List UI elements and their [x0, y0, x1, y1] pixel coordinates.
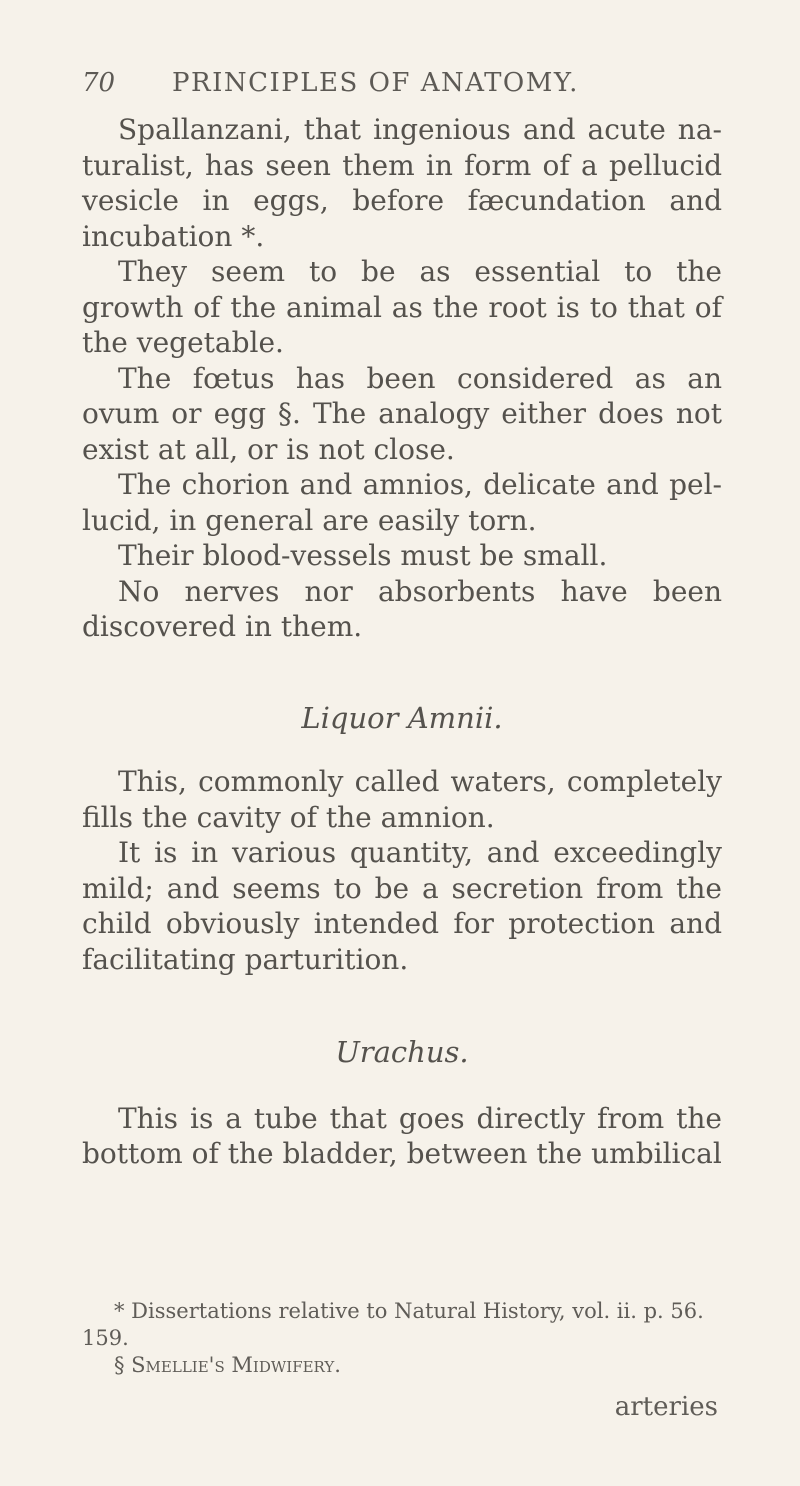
section-heading-urachus: Urachus. [335, 1035, 469, 1069]
paragraph-blood-vessels: Their blood-vessels must be small. [118, 539, 608, 572]
page-number: 70 [82, 68, 116, 98]
footnotes [82, 1298, 722, 1379]
paragraph-foetus: The fœtus has been considered as an ovum or egg §. The analogy either does not exist at all, or is not close. [82, 361, 722, 466]
catchword: arteries [614, 1392, 718, 1422]
paragraph-growth: They seem to be as essential to the growth of the animal as the root is to that of the vegetable. [82, 255, 722, 359]
footnote-dissertations: * Dissertations relative to Natural History, vol. ii. p. 56. 159. [82, 1299, 704, 1350]
paragraph-spallanzani: Spallanzani, that ingenious and acute naturalist, has seen them in form of a pellucid vesicle in eggs, before fæcundation and incubation *. [82, 113, 722, 253]
paragraph-waters: This, commonly called waters, completely fills the cavity of the amnion. [82, 765, 722, 834]
page-header [82, 68, 742, 108]
running-head: PRINCIPLES OF ANATOMY. [172, 68, 579, 98]
body-text [82, 112, 722, 1172]
paragraph-nerves: No nerves nor absorbents have been discovered in them. [82, 574, 722, 643]
paragraph-chorion: The chorion and amnios, delicate and pellucid, in general are easily torn. [82, 468, 722, 537]
section-heading-liquor-amnii: Liquor Amnii. [301, 700, 503, 735]
footnote-smellie: § Smellie's Midwifery. [114, 1353, 341, 1377]
paragraph-quantity: It is in various quantity, and exceedingly mild; and seems to be a secretion from the child obviously intended for protection and facilitating parturition. [82, 836, 722, 976]
paragraph-urachus: This is a tube that goes directly from the bottom of the bladder, between the umbilical [82, 1101, 722, 1170]
